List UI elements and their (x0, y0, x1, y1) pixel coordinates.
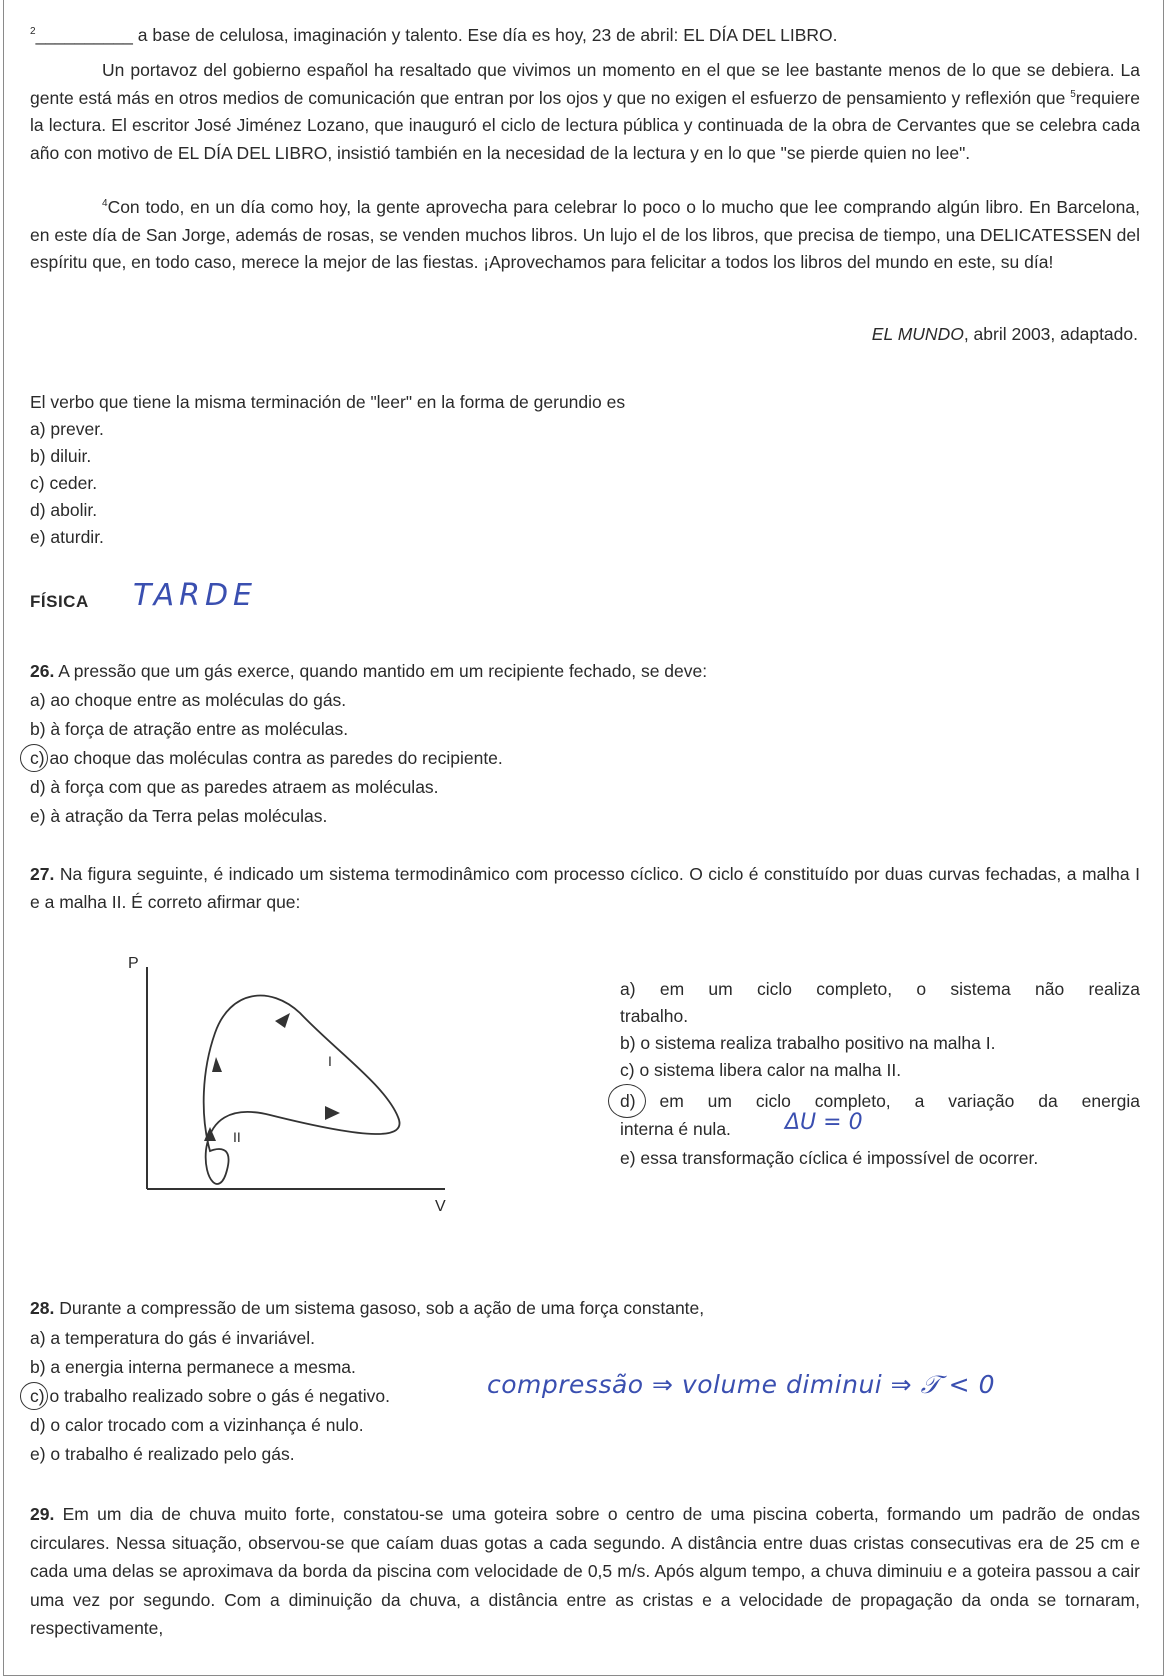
pv-diagram (120, 955, 460, 1215)
blank: __________ (35, 25, 133, 45)
q27-option-a-line2: trabalho. (620, 1006, 689, 1026)
answer-circle-q28 (20, 1382, 48, 1410)
spanish-option-b: b) diluir. (30, 446, 92, 466)
q28-stem: 28. Durante a compressão de um sistema gasoso, sob a ação de uma força constante, (30, 1298, 705, 1318)
q26-option-b: b) à força de atração entre as moléculas. (30, 719, 349, 739)
spanish-option-c: c) ceder. (30, 473, 98, 493)
answer-circle-q27 (608, 1084, 646, 1118)
q29-stem: 29. Em um dia de chuva muito forte, constatou-se uma goteira sobre o centro de uma piscina coberta, formando um padrão de ondas circulares. Nessa situação, observou-se que caíam duas gotas a cada segundo. A distância entre duas cristas consecutivas era de 25 cm e cada uma delas se aproximava da borda da piscina com velocidade de 0,5 m/s. Após algum tempo, a chuva diminuiu e a goteira passou a cair uma vez por segundo. Com a diminuição da chuva, a distância entre as cristas e a velocidade de propagação da onda se tornaram, respectivamente, (30, 1504, 1140, 1638)
q27-option-c: c) o sistema libera calor na malha II. (620, 1060, 902, 1080)
q27-option-d-line1: d) em um ciclo completo, a variação da energia (620, 1091, 1140, 1111)
q26-option-a: a) ao choque entre as moléculas do gás. (30, 690, 347, 710)
arrow-middle (325, 1106, 340, 1120)
q27-option-e: e) essa transformação cíclica é impossível de ocorrer. (620, 1148, 1039, 1168)
answer-circle-q26 (20, 744, 48, 772)
source-citation: EL MUNDO, abril 2003, adaptado. (871, 324, 1138, 344)
spanish-paragraph-1: Un portavoz del gobierno español ha resaltado que vivimos un momento en el que se lee bastante menos de lo que se debiera. La gente está más en otros medios de comunicación que entran por los ojos y que no exigen el esfuerzo de pensamiento y reflexión que $^5$requiere la lectura. El escritor José Jiménez Lozano, que inauguró el ciclo de lectura pública y continuada de la obra de Cervantes que se celebra cada año con motivo de EL DÍA DEL LIBRO, insistió también en la necesidad de la lectura y en lo que "se pierde quien no lee". (30, 60, 1140, 163)
q27-option-d-line2: interna é nula. (620, 1119, 731, 1139)
spanish-paragraph-2: $^4$Con todo, en un día como hoy, la gente aprovecha para celebrar lo poco o lo mucho que lee comprando algún libro. En Barcelona, en este día de San Jorge, además de rosas, se venden muchos libros. Un lujo el de los libros, que precisa de tiempo, una DELICATESSEN del espíritu que, en todo caso, merece la mejor de las fiestas. ¡Aprovechamos para felicitar a todos los libros del mundo en este, su día! (30, 197, 1140, 272)
q27-option-b: b) o sistema realiza trabalho positivo na malha I. (620, 1033, 996, 1053)
q28-option-c: c) o trabalho realizado sobre o gás é negativo. (30, 1386, 390, 1406)
spanish-option-e: e) aturdir. (30, 527, 104, 547)
spanish-option-a: a) prever. (30, 419, 104, 439)
q26-stem: 26. A pressão que um gás exerce, quando mantido em um recipiente fechado, se deve: (30, 661, 708, 681)
first-line-text: a base de celulosa, imaginación y talento. Ese día es hoy, 23 de abril: EL DÍA DEL LIBRO. (137, 25, 838, 45)
loop-label-2: II (233, 1129, 241, 1145)
v-axis-label: V (435, 1198, 446, 1215)
q27-stem: 27. Na figura seguinte, é indicado um sistema termodinâmico com processo cíclico. O ciclo é constituído por duas curvas fechadas, a malha I e a malha II. É correto afirmar que: (30, 864, 1140, 912)
handwritten-delta-u: ΔU = 0 (785, 1110, 863, 1135)
arrow-left-upper (212, 1057, 222, 1072)
q26-option-d: d) à força com que as paredes atraem as moléculas. (30, 777, 439, 797)
q28-option-e: e) o trabalho é realizado pelo gás. (30, 1444, 295, 1464)
q28-option-a: a) a temperatura do gás é invariável. (30, 1328, 316, 1348)
loop-label-1: I (328, 1053, 332, 1069)
spanish-question: El verbo que tiene la misma terminación de "leer" en la forma de gerundio es (30, 392, 626, 412)
handwritten-tarde: TARDE (133, 578, 257, 613)
q28-option-b: b) a energia interna permanece a mesma. (30, 1357, 356, 1377)
spanish-first-line (30, 22, 838, 49)
section-title: FÍSICA (30, 592, 89, 611)
q28-option-d: d) o calor trocado com a vizinhança é nulo. (30, 1415, 364, 1435)
cycle-curve (204, 996, 400, 1184)
q26-option-c: c) ao choque das moléculas contra as paredes do recipiente. (30, 748, 503, 768)
spanish-option-d: d) abolir. (30, 500, 98, 520)
arrow-top (275, 1013, 290, 1028)
handwritten-note-q28: compressão ⇒ volume diminui ⇒ 𝒯 < 0 (487, 1370, 995, 1399)
p-axis-label: P (128, 955, 139, 972)
footnote-number: 2 (30, 26, 36, 38)
q26-option-e: e) à atração da Terra pelas moléculas. (30, 806, 328, 826)
q27-option-a-line1: a) em um ciclo completo, o sistema não realiza (620, 979, 1140, 999)
